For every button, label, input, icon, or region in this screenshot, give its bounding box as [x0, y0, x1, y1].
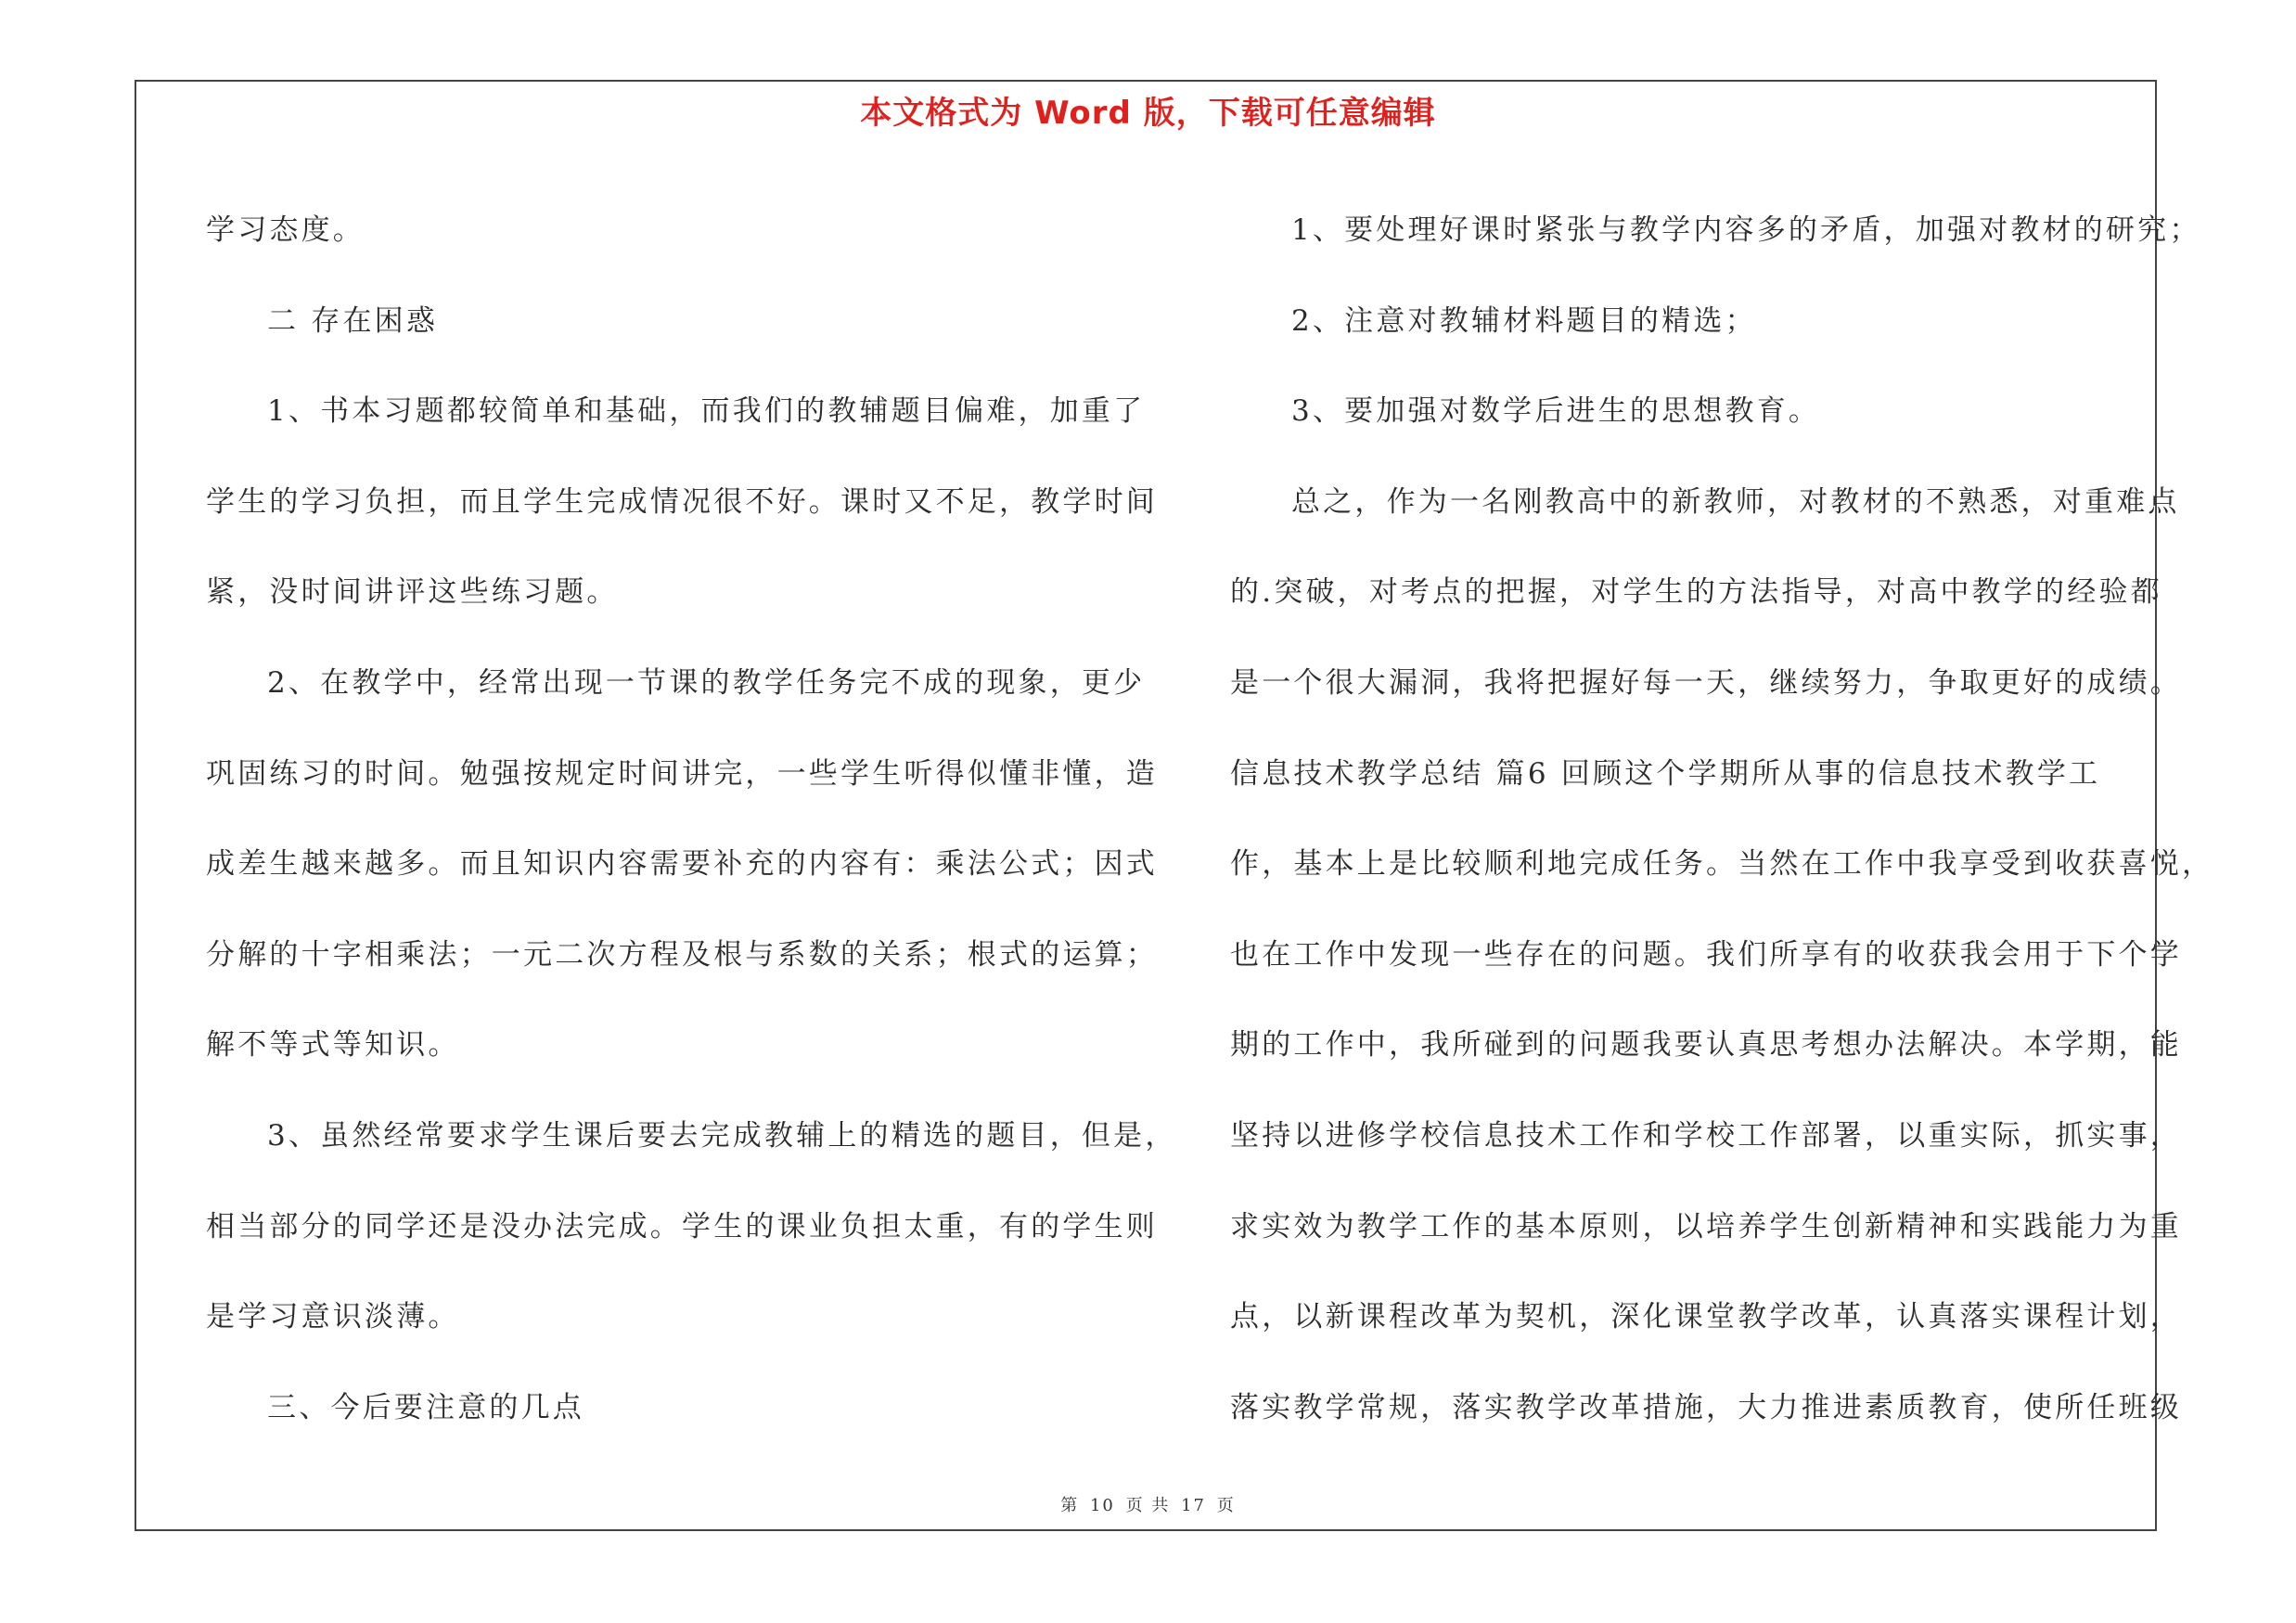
text-line: 是一个很大漏洞，我将把握好每一天，继续努力，争取更好的成绩。 [1230, 665, 2182, 700]
text-line: 巩固练习的时间。勉强按规定时间讲完，一些学生听得似懂非懂，造 [206, 756, 1158, 791]
text-line: 解不等式等知识。 [206, 1028, 460, 1063]
text-line: 期的工作中，我所碰到的问题我要认真思考想办法解决。本学期，能 [1230, 1028, 2182, 1063]
text-line: 学习态度。 [206, 213, 365, 247]
text-line: 紧，没时间讲评这些练习题。 [206, 575, 619, 610]
text-line: 总之，作为一名刚教高中的新教师，对教材的不熟悉，对重难点 [1291, 484, 2180, 519]
text-line: 学生的学习负担，而且学生完成情况很不好。课时又不足，教学时间 [206, 484, 1158, 519]
text-line: 是学习意识淡薄。 [206, 1300, 460, 1334]
text-line: 点，以新课程改革为契机，深化课堂教学改革，认真落实课程计划， [1230, 1300, 2182, 1334]
document-banner: 本文格式为 Word 版，下载可任意编辑 [860, 95, 1436, 132]
text-line: 的.突破，对考点的把握，对学生的方法指导，对高中教学的经验都 [1230, 575, 2162, 610]
page-footer [0, 1492, 2296, 1516]
footer-middle: 页 共 [1125, 1496, 1171, 1515]
footer-suffix: 页 [1216, 1496, 1236, 1515]
text-line: 2、注意对教辅材料题目的精选； [1291, 303, 1757, 338]
text-line: 3、虽然经常要求学生课后要去完成教辅上的精选的题目，但是， [267, 1118, 1177, 1153]
text-line: 分解的十字相乘法；一元二次方程及根与系数的关系；根式的运算； [206, 937, 1158, 972]
right-text-column [1230, 186, 2214, 1453]
text-line: 2、在教学中，经常出现一节课的教学任务完不成的现象，更少 [267, 665, 1146, 700]
text-line: 3、要加强对数学后进生的思想教育。 [1291, 394, 1821, 429]
current-page-number: 10 [1089, 1496, 1115, 1515]
text-line: 落实教学常规，落实教学改革措施，大力推进素质教育，使所任班级 [1230, 1390, 2182, 1424]
text-line: 求实效为教学工作的基本原则，以培养学生创新精神和实践能力为重 [1230, 1209, 2182, 1243]
text-line: 成差生越来越多。而且知识内容需要补充的内容有：乘法公式；因式 [206, 847, 1158, 882]
total-page-count: 17 [1181, 1496, 1206, 1515]
text-line: 1、要处理好课时紧张与教学内容多的矛盾，加强对教材的研究； [1291, 213, 2201, 247]
text-line: 作，基本上是比较顺利地完成任务。当然在工作中我享受到收获喜悦， [1230, 847, 2214, 882]
footer-prefix: 第 [1060, 1496, 1080, 1515]
section-heading: 二 存在困惑 [267, 303, 439, 338]
text-line: 也在工作中发现一些存在的问题。我们所享有的收获我会用于下个学 [1230, 937, 2182, 972]
text-line: 坚持以进修学校信息技术工作和学校工作部署，以重实际，抓实事， [1230, 1118, 2182, 1153]
text-line: 信息技术教学总结 篇6 回顾这个学期所从事的信息技术教学工 [1230, 756, 2101, 791]
section-heading: 三、今后要注意的几点 [267, 1390, 584, 1424]
text-line: 相当部分的同学还是没办法完成。学生的课业负担太重，有的学生则 [206, 1209, 1158, 1243]
left-text-column [206, 186, 1177, 1453]
text-line: 1、书本习题都较简单和基础，而我们的教辅题目偏难，加重了 [267, 394, 1146, 429]
